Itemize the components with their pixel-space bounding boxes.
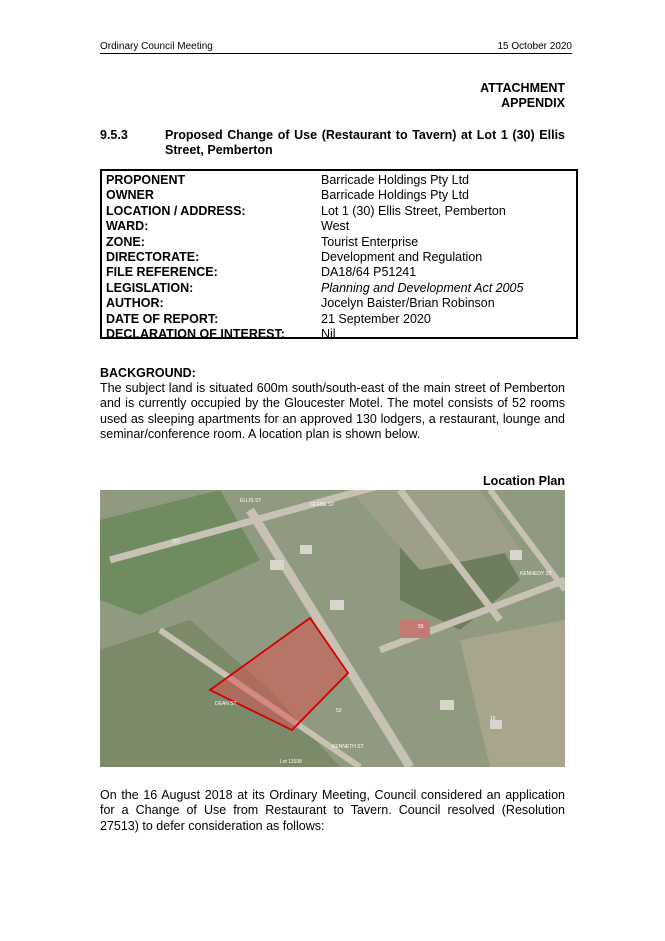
info-value: Barricade Holdings Pty Ltd xyxy=(321,188,469,203)
info-label: AUTHOR: xyxy=(106,296,164,311)
info-row xyxy=(106,235,523,250)
map-label: KENNEDY ST xyxy=(520,571,552,577)
info-label: DATE OF REPORT: xyxy=(106,311,219,326)
aerial-map-image xyxy=(100,490,565,767)
map-label: 207 xyxy=(172,539,181,545)
info-label: OWNER xyxy=(106,188,154,203)
info-row xyxy=(106,188,523,203)
map-label: KENNETH ST xyxy=(332,744,364,750)
info-value: Planning and Development Act 2005 xyxy=(321,280,524,295)
info-value: Tourist Enterprise xyxy=(321,234,419,249)
section-number: 9.5.3 xyxy=(100,128,128,142)
info-label: WARD: xyxy=(106,219,149,234)
meeting-date: 15 October 2020 xyxy=(497,41,572,52)
info-row xyxy=(106,250,523,265)
meeting-name: Ordinary Council Meeting xyxy=(100,41,213,52)
location-plan-map xyxy=(100,490,565,767)
info-row xyxy=(106,327,523,342)
attachment-label xyxy=(480,81,565,111)
info-value: Development and Regulation xyxy=(321,250,483,265)
info-label: LOCATION / ADDRESS: xyxy=(106,203,246,218)
report-info-box xyxy=(100,169,578,342)
info-row xyxy=(106,296,523,311)
report-info-table xyxy=(106,173,523,342)
info-label: FILE REFERENCE: xyxy=(106,265,218,280)
map-label: DEAN ST xyxy=(215,701,237,707)
info-row xyxy=(106,281,523,296)
info-value: Barricade Holdings Pty Ltd xyxy=(321,173,469,187)
info-label: ZONE: xyxy=(106,234,145,249)
info-label: DECLARATION OF INTEREST: xyxy=(106,327,285,342)
section-heading xyxy=(100,128,565,158)
info-value: Nil xyxy=(321,327,336,342)
info-label: DIRECTORATE: xyxy=(106,250,200,265)
info-label: PROPONENT xyxy=(106,173,186,187)
info-row xyxy=(106,204,523,219)
background-paragraph: The subject land is situated 600m south/south-east of the main street of Pemberton and is currently occupied by the Gloucester Motel. The motel consists of 52 rooms used as sleeping apartments for an approved 130 lodgers, a restaurant, lounge and seminar/conference room. A location plan is shown below. xyxy=(100,381,565,442)
info-value: Lot 1 (30) Ellis Street, Pemberton xyxy=(321,203,506,218)
info-row xyxy=(106,312,523,327)
map-label: 16 xyxy=(490,716,496,722)
attachment-line: ATTACHMENT xyxy=(480,81,565,95)
deferral-paragraph: On the 16 August 2018 at its Ordinary Meeting, Council considered an application for a Change of Use from Restaurant to Tavern. Council resolved (Resolution 27513) to defer consideration as follows: xyxy=(100,788,565,833)
page-header xyxy=(100,41,572,54)
appendix-line: APPENDIX xyxy=(501,96,565,110)
map-label: 52 xyxy=(336,708,342,714)
section-title: Proposed Change of Use (Restaurant to Tavern) at Lot 1 (30) Ellis Street, Pemberton xyxy=(165,128,565,157)
info-row xyxy=(106,265,523,280)
map-label: 55 xyxy=(418,624,424,630)
background-heading: BACKGROUND: xyxy=(100,366,196,380)
info-value: Jocelyn Baister/Brian Robinson xyxy=(321,296,495,311)
map-label: Lot 11598 xyxy=(280,759,302,765)
info-value: DA18/64 P51241 xyxy=(321,265,417,280)
info-label: LEGISLATION: xyxy=(106,280,194,295)
info-row xyxy=(106,219,523,234)
info-value: 21 September 2020 xyxy=(321,311,431,326)
info-row xyxy=(106,173,523,188)
info-value: West xyxy=(321,219,350,234)
location-plan-caption: Location Plan xyxy=(483,474,565,488)
map-label: ELLIS ST xyxy=(240,498,262,504)
map-label: GLEBE ST xyxy=(310,502,335,508)
